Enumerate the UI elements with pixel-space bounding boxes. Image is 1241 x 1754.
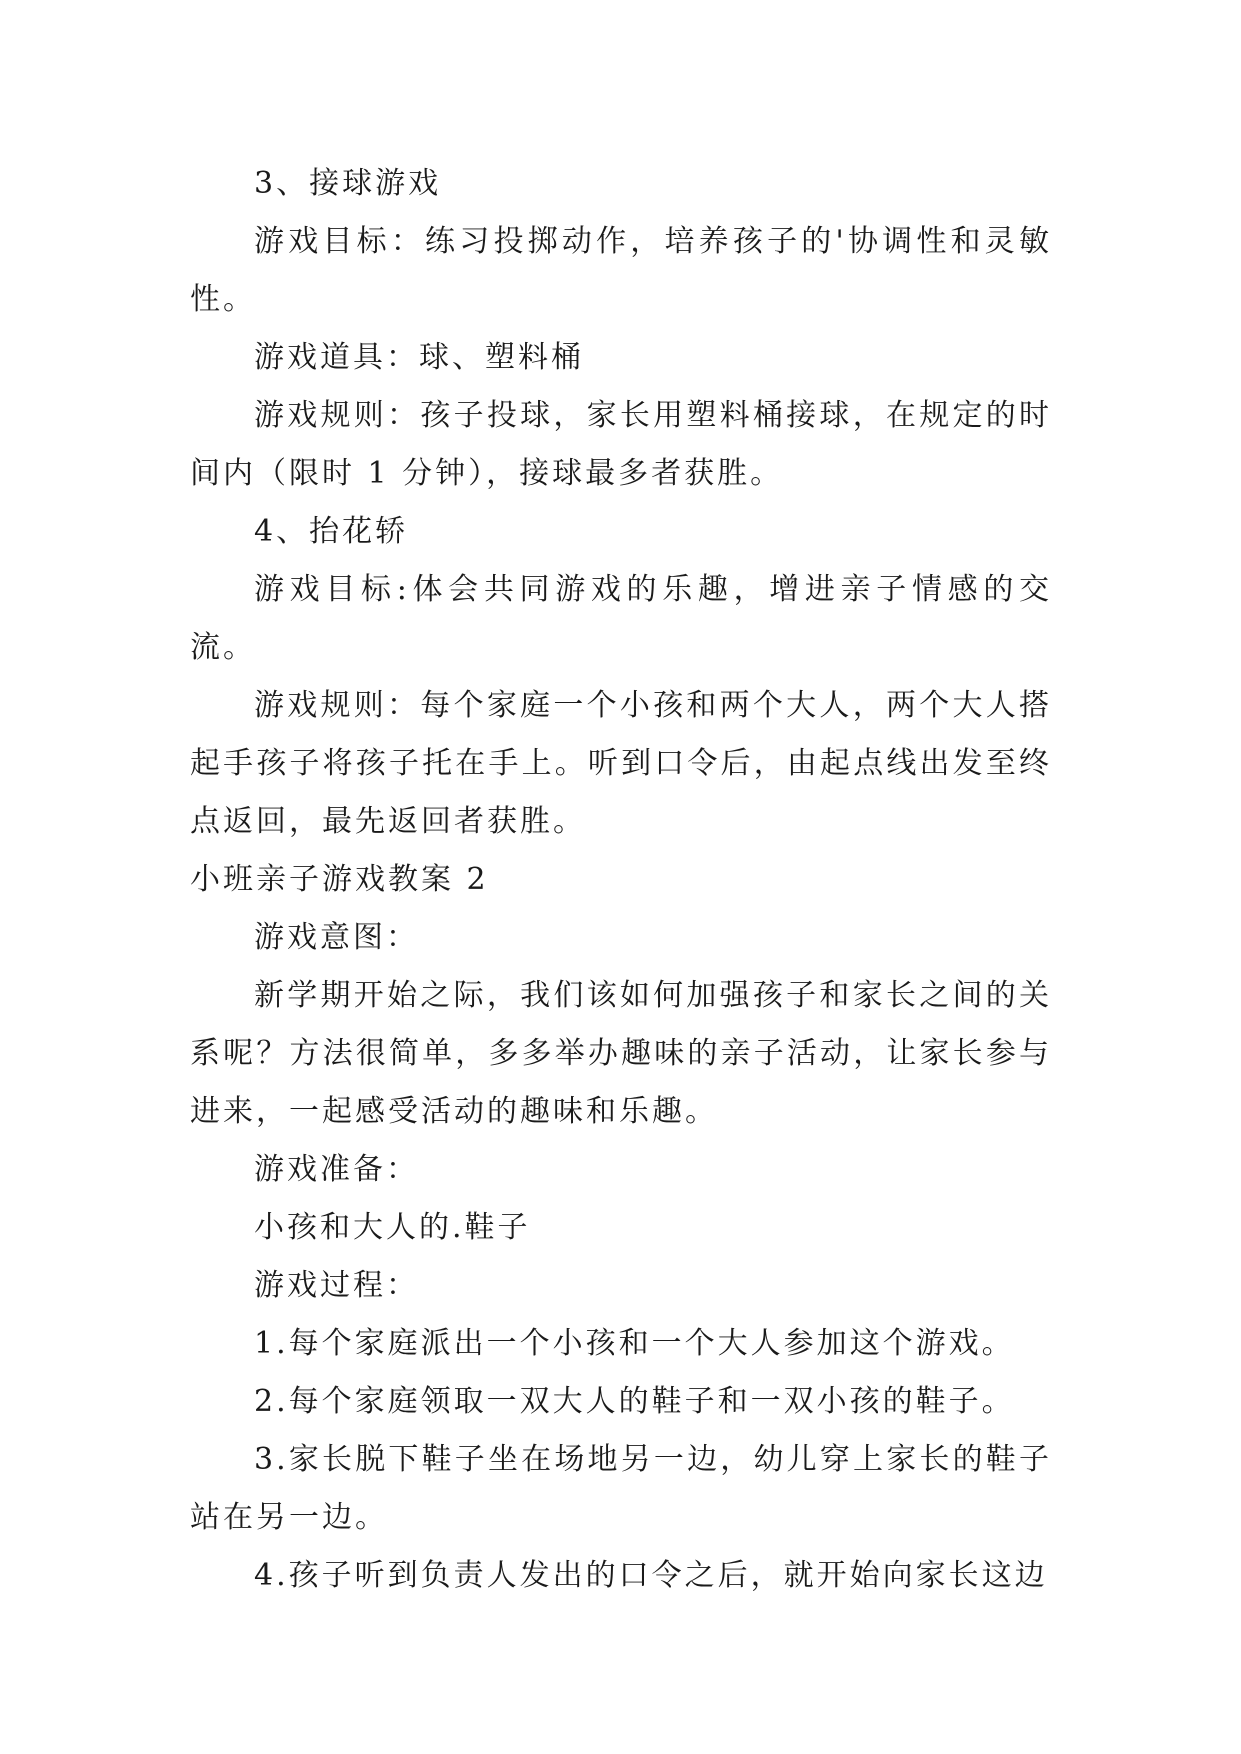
paragraph: 游戏目标：练习投掷动作，培养孩子的'协调性和灵敏性。 xyxy=(190,224,1052,317)
paragraph: 游戏意图： xyxy=(254,920,419,955)
paragraph: 游戏目标:体会共同游戏的乐趣，增进亲子情感的交流。 xyxy=(190,572,1052,665)
paragraph: 4.孩子听到负责人发出的口令之后，就开始向家长这边 xyxy=(254,1558,1048,1593)
paragraph: 游戏规则：孩子投球，家长用塑料桶接球，在规定的时间内（限时 1 分钟），接球最多者获胜。 xyxy=(190,398,1052,491)
paragraph: 2.每个家庭领取一双大人的鞋子和一双小孩的鞋子。 xyxy=(254,1384,1015,1419)
paragraph: 3.家长脱下鞋子坐在场地另一边，幼儿穿上家长的鞋子站在另一边。 xyxy=(190,1442,1052,1535)
paragraph: 游戏规则：每个家庭一个小孩和两个大人，两个大人搭起手孩子将孩子托在手上。听到口令后，由起点线出发至终点返回，最先返回者获胜。 xyxy=(190,688,1052,839)
section-title: 小班亲子游戏教案 2 xyxy=(190,862,489,897)
paragraph: 3、接球游戏 xyxy=(254,166,442,201)
paragraph: 游戏道具：球、塑料桶 xyxy=(254,340,584,375)
paragraph: 小孩和大人的.鞋子 xyxy=(254,1210,531,1245)
paragraph: 新学期开始之际，我们该如何加强孩子和家长之间的关系呢？方法很简单，多多举办趣味的亲子活动，让家长参与进来，一起感受活动的趣味和乐趣。 xyxy=(190,978,1052,1129)
paragraph: 游戏过程： xyxy=(254,1268,419,1303)
paragraph: 1.每个家庭派出一个小孩和一个大人参加这个游戏。 xyxy=(254,1326,1015,1361)
paragraph: 游戏准备： xyxy=(254,1152,419,1187)
document-page xyxy=(190,155,1052,1605)
paragraph: 4、抬花轿 xyxy=(254,514,409,549)
